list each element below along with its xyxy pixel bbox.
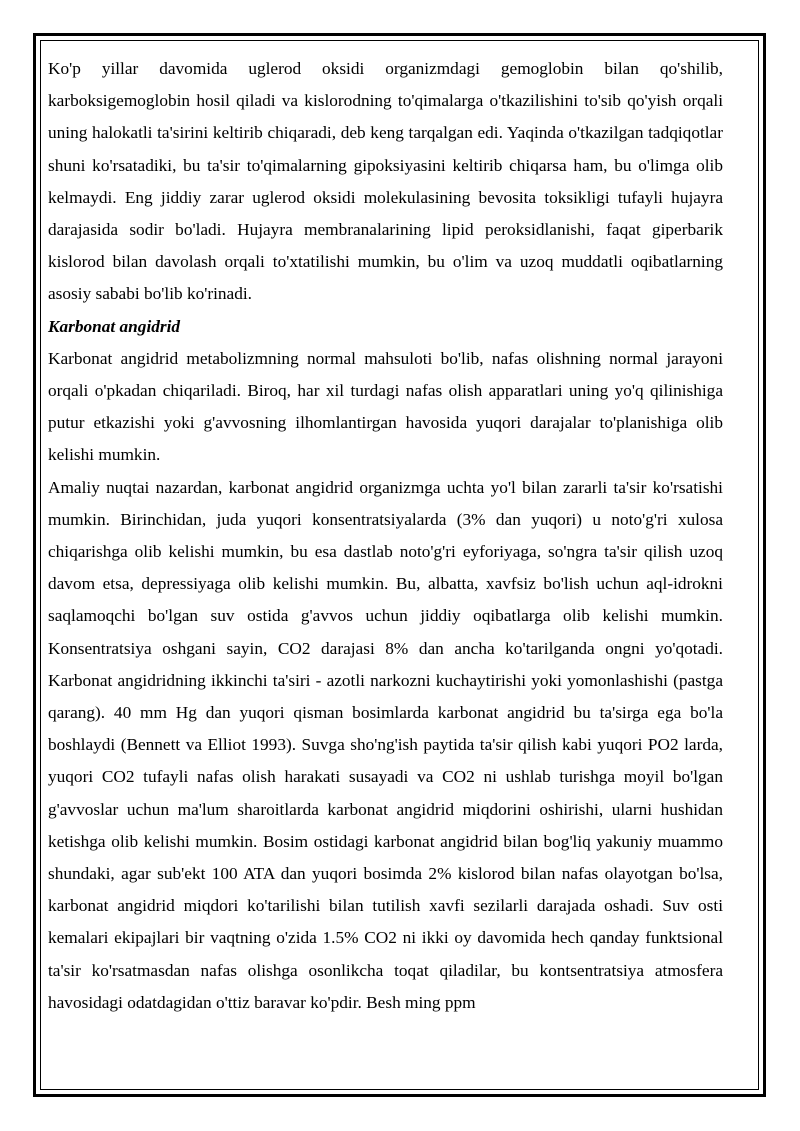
- intro-paragraph: Ko'p yillar davomida uglerod oksidi organizmdagi gemoglobin bilan qo'shilib, karboksigemoglobin hosil qiladi va kislorodning to'qimalarga o'tkazilishini to'sib qo'yish orqali uning halokatli ta'sirini keltirib chiqaradi, deb keng tarqalgan edi. Yaqinda o'tkazilgan tadqiqotlar shuni ko'rsatadiki, bu ta'sir to'qimalarning gipoksiyasini keltirib chiqarsa ham, bu o'limga olib kelmaydi. Eng jiddiy zarar uglerod oksidi molekulasining bevosita toksikligi tufayli hujayra darajasida sodir bo'ladi. Hujayra membranalarining lipid peroksidlanishi, faqat giperbarik kislorod bilan davolash orqali to'xtatilishi mumkin, bu o'lim va uzoq muddatli oqibatlarning asosiy sababi bo'lib ko'rinadi.: [48, 59, 723, 304]
- document-body: [48, 53, 723, 1019]
- section-heading: Karbonat angidrid: [48, 316, 181, 336]
- section-paragraph-2: Amaliy nuqtai nazardan, karbonat angidrid organizmga uchta yo'l bilan zararli ta'sir ko'rsatishi mumkin. Birinchidan, juda yuqori konsentratsiyalarda (3% dan yuqori) u noto'g'ri xulosa chiqarishga olib kelishi mumkin, bu esa dastlab noto'g'ri eyforiyaga, so'ngra ta'sir qilish uzoq davom etsa, depressiyaga olib kelishi mumkin. Bu, albatta, xavfsiz bo'lish uchun aql-idrokni saqlamoqchi bo'lgan suv ostida g'avvos uchun jiddiy oqibatlarga olib kelishi mumkin. Konsentratsiya oshgani sayin, CO2 darajasi 8% dan ancha ko'tarilganda ongni yo'qotadi. Karbonat angidridning ikkinchi ta'siri - azotli narkozni kuchaytirishi yoki yomonlashishi (pastga qarang). 40 mm Hg dan yuqori qisman bosimlarda karbonat angidrid bu ta'sirga ega bo'la boshlaydi (Bennett va Elliot 1993). Suvga sho'ng'ish paytida ta'sir qilish kabi yuqori PO2 larda, yuqori CO2 tufayli nafas olish harakati susayadi va CO2 ni ushlab turishga moyil bo'lgan g'avvoslar uchun ma'lum sharoitlarda karbonat angidrid miqdorini oshirishi, ularni hushidan ketishga olib kelishi mumkin. Bosim ostidagi karbonat angidrid bilan bog'liq yakuniy muammo shundaki, agar sub'ekt 100 ATA dan yuqori bosimda 2% kislorod bilan nafas olayotgan bo'lsa, karbonat angidrid miqdori ko'tarilishi bilan tutilish xavfi sezilarli darajada oshadi. Suv osti kemalari ekipajlari bir vaqtning o'zida 1.5% CO2 ni ikki oy davomida hech qanday funktsional ta'sir ko'rsatmasdan nafas olishga osonlikcha toqat qiladilar, bu kontsentratsiya atmosfera havosidagi odatdagidan o'ttiz baravar ko'pdir. Besh ming ppm: [48, 477, 723, 1012]
- section-paragraph-1: Karbonat angidrid metabolizmning normal mahsuloti bo'lib, nafas olishning normal jarayoni orqali o'pkadan chiqariladi. Biroq, har xil turdagi nafas olish apparatlari uning yo'q qilinishiga putur etkazishi yoki g'avvosning ilhomlantirgan havosida yuqori darajalar to'planishiga olib kelishi mumkin.: [48, 348, 723, 465]
